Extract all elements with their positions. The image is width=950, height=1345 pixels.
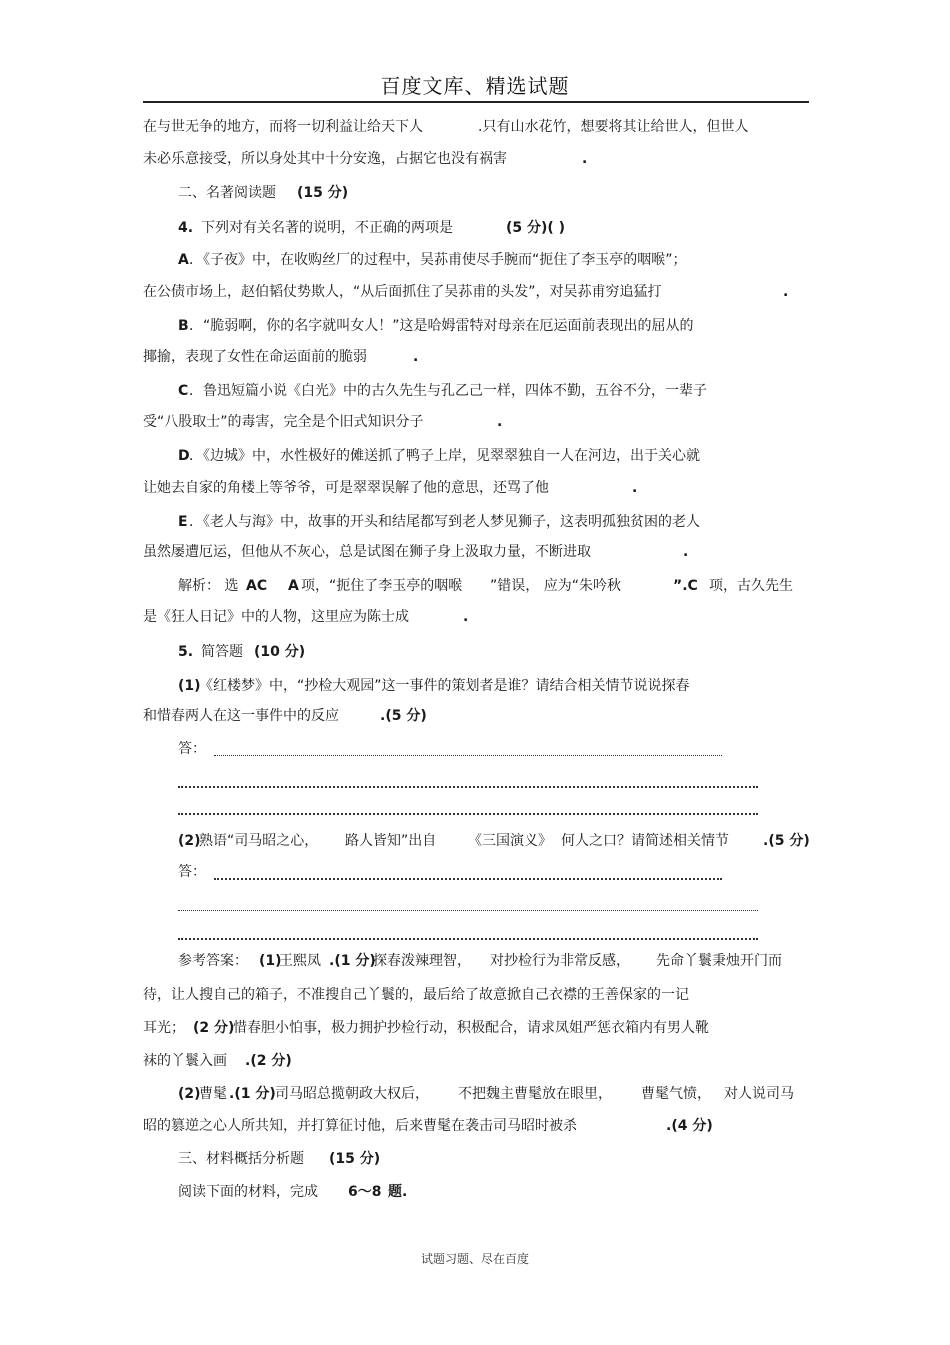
section3-heading: 三、材料概括分析题 [178,1151,304,1167]
ref-line-4a: 袜的丫鬟入画 [143,1053,227,1069]
ref-1-text-2: 对抄检行为非常反感， [490,953,630,969]
q5-heading: 简答题 [201,644,243,660]
analysis-prefix: 解析： 选 [178,578,239,594]
ref-2-text-4: 对人说司马 [724,1086,794,1102]
ref-line-6-score: .(4 分) [666,1118,713,1134]
q4-number: 4. [178,220,194,236]
ref-1-answer: 王熙凤 [279,953,321,969]
analysis-text-3: 项，古久先生 [709,578,793,594]
intro-line-1a: 在与世无争的地方，而将一切利益让给天下人 [143,119,423,135]
q5-2-number: (2) [178,833,201,849]
ref-answer-label: 参考答案： [178,953,248,969]
ref-2-text-2: 不把魏主曹髦放在眼里， [458,1086,612,1102]
analysis-answer: AC [246,578,268,594]
option-c-end: . [497,414,503,430]
section3-line-1b: 6～8 [348,1184,382,1200]
answer-line-2[interactable] [178,786,758,788]
ref-1-score: .(1 分) [329,953,376,969]
q5-2-text-2: 路人皆知”出自 [345,833,437,849]
intro-line-2b: . [582,151,588,167]
ref-line-3a: 耳光； [143,1020,185,1036]
ref-line-6a: 昭的篡逆之心人所共知，并打算征讨他，后来曹髦在袭击司马昭时被杀 [143,1118,577,1134]
section2-score: (15 分) [297,185,349,201]
option-b-line-2: 揶揄，表现了女性在命运面前的脆弱 [143,349,367,365]
ref-line-3c: 惜春胆小怕事，极力拥护抄检行动，积极配合，请求凤姐严惩衣箱内有男人靴 [233,1020,709,1036]
answer-label-1: 答： [178,741,206,757]
analysis-text-1: 项，“扼住了李玉亭的咽喉 [301,578,463,594]
intro-line-2a: 未必乐意接受，所以身处其中十分安逸，占据它也没有祸害 [143,151,507,167]
section3-score: (15 分) [329,1151,381,1167]
answer-line-6[interactable] [178,938,758,940]
q5-2-score: .(5 分) [763,833,810,849]
option-e-line-2: 虽然屡遭厄运，但他从不灰心，总是试图在狮子身上汲取力量，不断进取 [143,544,591,560]
q5-1-score: .(5 分) [380,708,427,724]
ref-line-2: 待，让人搜自己的箱子，不准搜自己丫鬟的，最后给了故意掀自己衣襟的王善保家的一记 [143,987,689,1003]
q4-stem: 下列对有关名著的说明，不正确的两项是 [201,220,453,236]
ref-1-text-1: 探春泼辣理智， [373,953,471,969]
ref-2-text-3: 曹髦气愤， [641,1086,711,1102]
ref-2-number: (2) [178,1086,201,1102]
q5-1-line-2: 和惜春两人在这一事件中的反应 [143,708,339,724]
ref-2-text-1: 司马昭总揽朝政大权后， [275,1086,429,1102]
option-d-end: . [632,480,638,496]
option-a-end: . [783,284,789,300]
q5-number: 5. [178,644,194,660]
q4-score: (5 分)( ) [506,220,566,236]
option-c-line-1: ．鲁迅短篇小说《白光》中的古久先生与孔乙己一样，四体不勤，五谷不分，一辈子 [189,383,707,399]
ref-2-answer: 曹髦 [199,1086,227,1102]
q5-score: (10 分) [254,644,306,660]
ref-line-3-score: (2 分) [193,1020,235,1036]
option-e-end: . [683,544,689,560]
header-divider [143,101,809,103]
option-c-line-2: 受“八股取士”的毒害，完全是个旧式知识分子 [143,414,424,430]
option-b-label: B [178,318,189,334]
section2-heading: 二、名著阅读题 [178,185,276,201]
analysis-item-a: A [288,578,299,594]
answer-line-3[interactable] [178,813,758,815]
q5-2-text-3: 《三国演义》 [468,833,552,849]
option-d-line-1: ．《边城》中，水性极好的傩送抓了鸭子上岸，见翠翠独自一人在河边，出于关心就 [189,448,700,464]
intro-line-1b: .只有山水花竹，想要将其让给世人，但世人 [478,119,749,135]
answer-line-4[interactable] [214,878,722,880]
answer-line-5[interactable] [178,910,758,911]
option-a-line-1: ．《子夜》中，在收购丝厂的过程中，吴荪甫使尽手腕而“扼住了李玉亭的咽喉”； [189,252,687,268]
option-b-end: . [413,349,419,365]
option-e-line-1: ．《老人与海》中，故事的开头和结尾都写到老人梦见狮子，这表明孤独贫困的老人 [189,514,700,530]
q5-2-text-4: 何人之口？请简述相关情节 [561,833,729,849]
option-a-line-2: 在公债市场上，赵伯韬仗势欺人，“从后面抓住了吴荪甫的头发”，对吴荪甫穷追猛打 [143,284,662,300]
option-c-label: C [178,383,189,399]
q5-1-line-1: 《红楼梦》中，“抄检大观园”这一事件的策划者是谁？请结合相关情节说说探春 [199,678,690,694]
page-header-title: 百度文库、精选试题 [380,74,570,98]
answer-line-1[interactable] [214,755,722,756]
analysis-line-2: 是《狂人日记》中的人物，这里应为陈士成 [143,609,409,625]
option-b-line-1: ．“脆弱啊，你的名字就叫女人！”这是哈姆雷特对母亲在厄运面前表现出的屈从的 [189,318,694,334]
q5-1-number: (1) [178,678,201,694]
analysis-text-2: ”错误， 应为“朱吟秋 [490,578,621,594]
ref-1-number: (1) [259,953,282,969]
q5-2-text-1: 熟语“司马昭之心， [199,833,319,849]
section3-line-1a: 阅读下面的材料，完成 [178,1184,318,1200]
option-d-line-2: 让她去自家的角楼上等爷爷，可是翠翠误解了他的意思，还骂了他 [143,480,549,496]
ref-1-text-3: 先命丫鬟秉烛开门而 [656,953,782,969]
option-d-label: D [178,448,190,464]
answer-label-2: 答： [178,864,206,880]
ref-line-4-score: .(2 分) [245,1053,292,1069]
analysis-end: . [463,609,469,625]
analysis-item-c: ”.C [673,578,698,594]
page-footer: 试题习题、尽在百度 [420,1252,529,1266]
option-a-label: A [178,252,189,268]
option-e-label: E [178,514,188,530]
section3-line-1c: 题. [388,1184,408,1200]
ref-2-score: .(1 分) [229,1086,276,1102]
